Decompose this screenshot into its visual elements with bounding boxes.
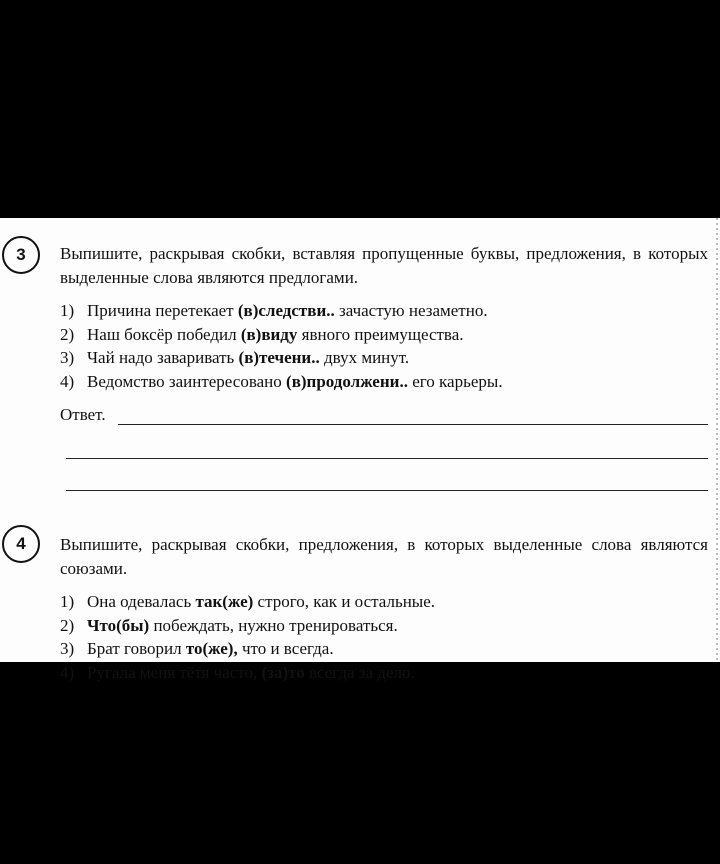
- option-number: 3): [60, 348, 75, 367]
- worksheet-page: [0, 218, 720, 682]
- option-text: двух минут.: [319, 348, 410, 367]
- option-bold-word: (в)продолжени..: [286, 371, 408, 391]
- option-text: побеждать, нужно тренироваться.: [149, 615, 398, 635]
- task-prompt: Выпишите, раскрывая скобки, вставляя пропущенные буквы, предложения, в которых выделенные слова являются предлогами.: [60, 244, 708, 287]
- option-text: явного преимущества.: [297, 324, 464, 344]
- scan-edge-artifact: [716, 218, 718, 662]
- option-number: 2): [60, 615, 75, 635]
- option-item: [60, 370, 708, 394]
- option-bold-word: (за)то: [261, 662, 305, 682]
- option-text: что и всегда.: [237, 639, 334, 658]
- option-item: [60, 590, 708, 614]
- answer-line[interactable]: [118, 424, 708, 425]
- option-text: Ругала меня тётя часто,: [87, 662, 262, 682]
- answer-label: Ответ.: [60, 405, 106, 424]
- option-bold-word: (в)виду: [240, 324, 298, 344]
- option-number: 2): [60, 324, 75, 344]
- option-text: строго, как и остальные.: [253, 592, 436, 611]
- option-bold-word: то(же),: [185, 639, 238, 658]
- option-item: [60, 299, 708, 323]
- option-list: [60, 299, 708, 393]
- option-number: 3): [60, 639, 75, 658]
- option-number: 4): [60, 371, 75, 391]
- task-number-badge: 4: [2, 525, 40, 563]
- option-text: Ведомство заинтересовано: [87, 371, 287, 391]
- option-number: 4): [60, 662, 75, 682]
- option-item: [60, 323, 708, 347]
- answer-line[interactable]: [66, 490, 708, 491]
- option-item: [60, 346, 708, 370]
- option-text: Причина перетекает: [87, 301, 238, 320]
- option-text: всегда за дело.: [304, 662, 415, 682]
- option-bold-word: (в)течени..: [238, 348, 320, 367]
- option-number: 1): [60, 592, 75, 611]
- option-text: Наш боксёр победил: [87, 324, 241, 344]
- option-list: [60, 590, 708, 684]
- option-item: [60, 637, 708, 661]
- option-text: Она одевалась: [87, 592, 196, 611]
- option-item: [60, 614, 708, 638]
- option-text: Чай надо заваривать: [87, 348, 239, 367]
- option-item: [60, 661, 708, 685]
- option-text: Брат говорил: [87, 639, 186, 658]
- option-text: его карьеры.: [407, 371, 503, 391]
- option-bold-word: (в)следстви..: [237, 301, 335, 320]
- option-bold-word: так(же): [195, 592, 254, 611]
- task-prompt: Выпишите, раскрывая скобки, предложения, в которых выделенные слова являются союзами.: [60, 535, 708, 578]
- answer-line[interactable]: [66, 458, 708, 459]
- option-number: 1): [60, 301, 75, 320]
- option-text: зачастую незаметно.: [334, 301, 488, 320]
- task-number-badge: 3: [2, 236, 40, 274]
- option-bold-word: Что(бы): [87, 615, 150, 635]
